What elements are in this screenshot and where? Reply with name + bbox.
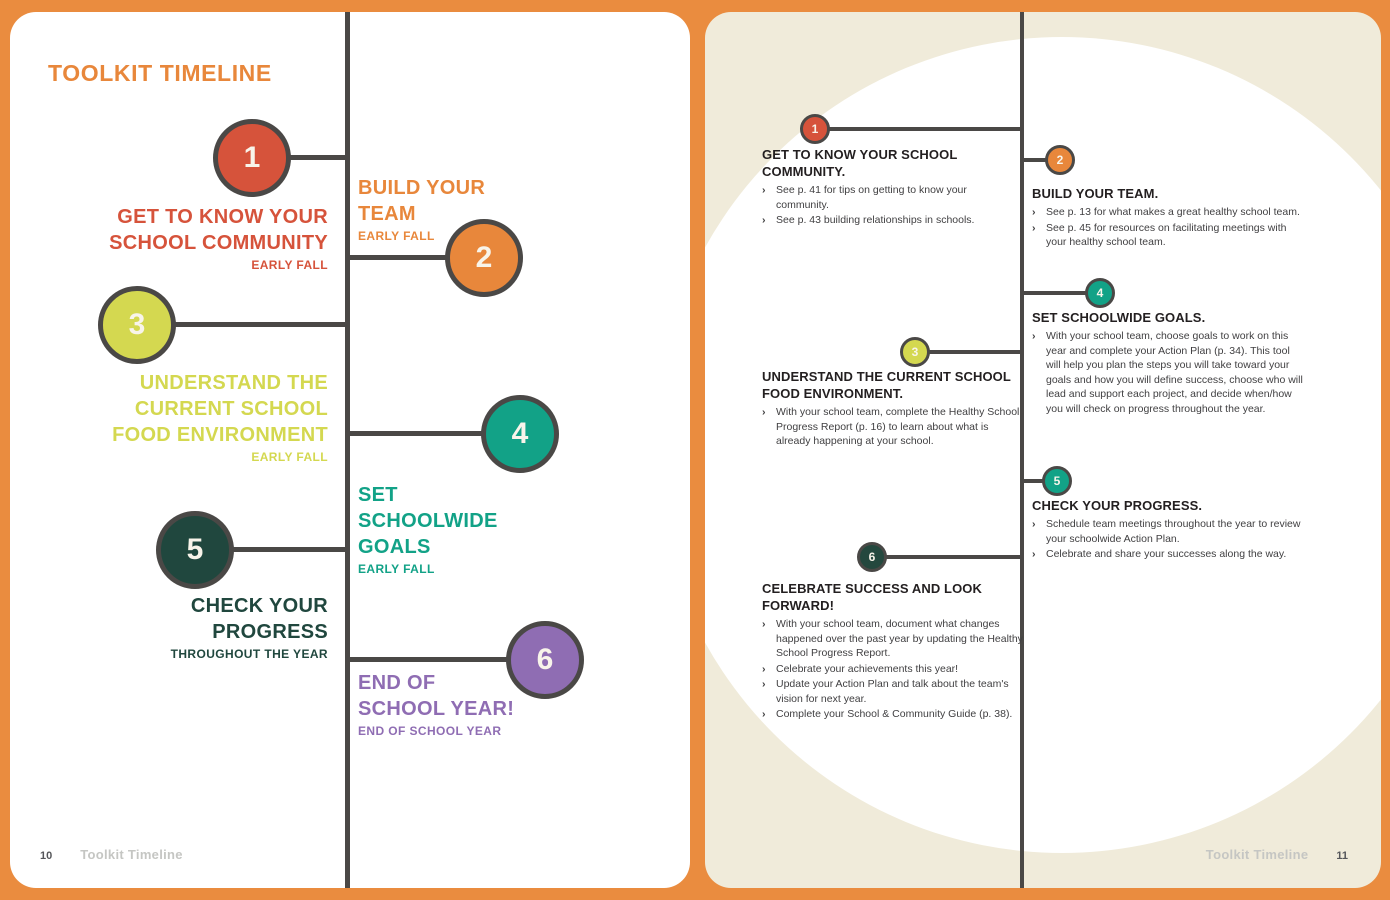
milestone-3-timing: EARLY FALL (251, 450, 328, 464)
step-4-number: 4 (1096, 286, 1104, 300)
milestone-3-circle (98, 286, 176, 364)
milestone-3-number: 3 (128, 308, 146, 341)
step-6-connector (872, 555, 1020, 559)
milestone-2-timing: EARLY FALL (358, 229, 435, 243)
step-1-bullets (762, 183, 1020, 228)
step-5-number: 5 (1053, 474, 1061, 488)
bullet-item (1032, 517, 1304, 546)
page-title: TOOLKIT TIMELINE (48, 60, 272, 86)
chevron-bullet-icon: › (762, 184, 766, 196)
step-1-heading: GET TO KNOW YOUR SCHOOL COMMUNITY. (762, 147, 958, 179)
step-4-heading: SET SCHOOLWIDE GOALS. (1032, 310, 1206, 325)
milestone-5-number: 5 (186, 533, 204, 566)
milestone-3-label (88, 370, 328, 465)
milestone-1-number: 1 (243, 141, 261, 174)
step-6-number: 6 (868, 550, 876, 564)
bullet-item (762, 617, 1026, 661)
milestone-6-title: END OF SCHOOL YEAR! (358, 672, 515, 720)
footer-right (1206, 847, 1348, 862)
timeline-line-right (1020, 12, 1024, 888)
bullet-item (762, 405, 1022, 449)
chevron-bullet-icon: › (762, 406, 766, 418)
step-3-heading: UNDERSTAND THE CURRENT SCHOOL FOOD ENVIRONMENT. (762, 369, 1011, 401)
step-2-heading: BUILD YOUR TEAM. (1032, 186, 1159, 201)
milestone-2-number: 2 (475, 241, 493, 274)
bullet-item (762, 213, 1020, 228)
chevron-bullet-icon: › (1032, 206, 1036, 218)
milestone-1-timing: EARLY FALL (251, 258, 328, 272)
milestone-4-number: 4 (511, 417, 529, 450)
timeline-line-left (345, 12, 350, 888)
chevron-bullet-icon: › (762, 678, 766, 690)
bullet-text: Update your Action Plan and talk about the team's vision for next year. (776, 678, 1009, 705)
milestone-4-label (358, 482, 538, 577)
bullet-text: With your school team, complete the Healthy School Progress Report (p. 16) to learn about what is already happening at your school. (776, 406, 1020, 447)
step-6-marker-circle (857, 542, 887, 572)
bullet-text: With your school team, choose goals to work on this year and complete your Action Plan (p. 34). This tool will help you plan the steps you will take toward your goals and how you will define success, choose who will lead and support each project, and decide when/how you will check on progress throughout the year. (1046, 330, 1303, 415)
milestone-4-timing: EARLY FALL (358, 562, 435, 576)
page-number: 10 (40, 850, 53, 862)
page-left (10, 12, 690, 888)
step-3-connector (915, 350, 1020, 354)
bullet-item (762, 183, 1020, 212)
milestone-1-label (88, 204, 328, 273)
milestone-1-circle (213, 119, 291, 197)
step-1-connector (815, 127, 1020, 131)
footer-label: Toolkit Timeline (80, 847, 183, 862)
step-1-marker-circle (800, 114, 830, 144)
bullet-item (1032, 329, 1304, 416)
chevron-bullet-icon: › (1032, 330, 1036, 342)
step-6 (762, 580, 1026, 723)
step-2-bullets (1032, 205, 1300, 250)
step-6-heading: CELEBRATE SUCCESS AND LOOK FORWARD! (762, 581, 983, 613)
bullet-item (1032, 221, 1300, 250)
milestone-5-circle (156, 511, 234, 589)
bullet-item (762, 677, 1026, 706)
bullet-item (762, 707, 1026, 722)
milestone-1-title: GET TO KNOW YOUR SCHOOL COMMUNITY (109, 206, 328, 254)
bullet-item (762, 662, 1026, 677)
step-5-bullets (1032, 517, 1304, 562)
step-4-bullets (1032, 329, 1304, 416)
bullet-text: See p. 43 building relationships in schools. (776, 214, 975, 226)
chevron-bullet-icon: › (762, 708, 766, 720)
chevron-bullet-icon: › (1032, 518, 1036, 530)
step-5-heading: CHECK YOUR PROGRESS. (1032, 498, 1203, 513)
step-5-marker-circle (1042, 466, 1072, 496)
step-2-number: 2 (1056, 153, 1064, 167)
bullet-text: See p. 13 for what makes a great healthy school team. (1046, 206, 1300, 218)
footer-label: Toolkit Timeline (1205, 847, 1309, 862)
chevron-bullet-icon: › (1032, 548, 1036, 560)
step-3 (762, 368, 1022, 450)
step-2-marker-circle (1045, 145, 1075, 175)
bullet-text: Celebrate your achievements this year! (776, 662, 959, 675)
bullet-text: With your school team, document what changes happened over the past year by updating the Healthy School Progress Report. (776, 618, 1023, 659)
step-6-bullets (762, 617, 1026, 722)
chevron-bullet-icon: › (762, 618, 766, 630)
milestone-3-title: UNDERSTAND THE CURRENT SCHOOL FOOD ENVIRONMENT (112, 372, 328, 446)
milestone-4-circle (481, 395, 559, 473)
bullet-text: See p. 45 for resources on facilitating meetings with your healthy school team. (1046, 221, 1287, 248)
milestone-5-timing: THROUGHOUT THE YEAR (170, 647, 328, 661)
step-3-bullets (762, 405, 1022, 449)
bullet-text: Complete your School & Community Guide (p. 38). (776, 708, 1013, 720)
footer-left (40, 847, 183, 862)
step-4-marker-circle (1085, 278, 1115, 308)
milestone-2-label (358, 175, 528, 244)
bullet-text: See p. 41 for tips on getting to know your community. (776, 184, 967, 211)
milestone-5-title: CHECK YOUR PROGRESS (190, 595, 328, 643)
step-4 (1032, 309, 1304, 417)
step-1 (762, 146, 1020, 229)
step-1-number: 1 (811, 122, 819, 136)
bullet-item (1032, 205, 1300, 220)
milestone-6-timing: END OF SCHOOL YEAR (358, 724, 502, 738)
page-number: 11 (1336, 850, 1348, 862)
bullet-text: Schedule team meetings throughout the year to review your schoolwide Action Plan. (1046, 518, 1301, 545)
step-5 (1032, 497, 1304, 563)
milestone-5-label (88, 593, 328, 662)
chevron-bullet-icon: › (762, 214, 766, 226)
step-3-marker-circle (900, 337, 930, 367)
milestone-4-title: SET SCHOOLWIDE GOALS (358, 484, 498, 558)
milestone-6-number: 6 (536, 643, 554, 676)
step-2 (1032, 185, 1300, 251)
chevron-bullet-icon: › (762, 662, 766, 675)
milestone-2-title: BUILD YOUR TEAM (358, 177, 486, 225)
bullet-text: Celebrate and share your successes along the way. (1046, 548, 1287, 560)
page-right (705, 12, 1381, 888)
step-3-number: 3 (911, 345, 919, 359)
bullet-item (1032, 547, 1304, 562)
milestone-6-label (358, 670, 523, 739)
chevron-bullet-icon: › (1032, 221, 1036, 234)
